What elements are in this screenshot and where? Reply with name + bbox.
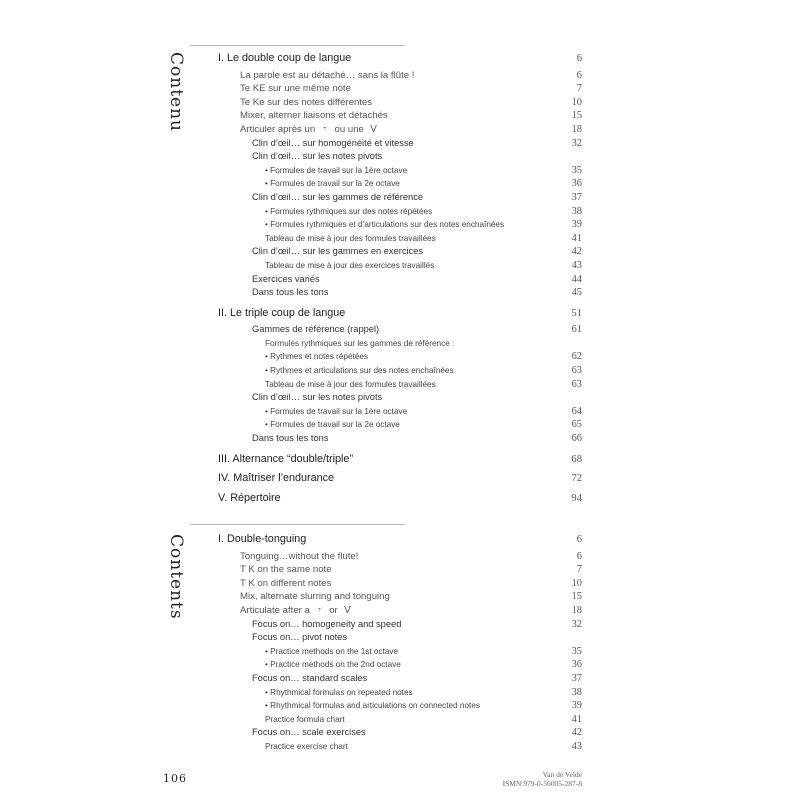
toc-entry-row [218,405,582,419]
toc-entry-row [218,218,582,232]
vertical-heading: Contents [166,534,186,620]
toc-page-number: 6 [576,550,582,562]
toc-entry-title: • Formules rythmiques sur des notes répétées [265,205,432,219]
toc-entry-row [218,350,582,364]
toc-entry-title: • Formules de travail sur la 2e octave [265,177,400,191]
toc-entry-row [218,631,582,645]
toc-entry-title: La parole est au détaché… sans la flûte ! [240,69,415,81]
toc-list [218,530,582,754]
toc-entry-title: I. Double-tonguing [218,533,307,545]
toc-entry-title [240,604,354,618]
toc-entry-title: II. Le triple coup de langue [218,306,346,319]
toc-page-number: 6 [576,534,582,545]
toc-entry-row [218,699,582,713]
toc-page-number: 6 [576,69,582,81]
toc-entry-row [218,418,582,432]
toc-entry-title: Dans tous les tons [252,433,329,444]
entry-text: or [326,604,341,616]
toc-page-number: 18 [571,123,582,135]
toc-entry-row [218,109,582,123]
toc-entry-title: Focus on… scale exercises [252,727,366,738]
toc-page-number: 15 [571,591,582,603]
entry-text: Articuler après un [240,123,318,135]
toc-page-number: 66 [571,433,582,445]
toc-entry-row [218,69,582,83]
toc-entry-title: Clin d’œil… sur les notes pivots [252,151,383,162]
toc-page-number: 41 [571,232,582,244]
toc-entry-title: Te KE sur une même note [240,83,351,95]
toc-entry-title: • Formules de travail sur la 2e octave [265,418,400,432]
toc-page-number: 35 [571,164,582,176]
toc-page-number: 7 [576,564,582,576]
toc-entry-title: Clin d’œil… sur les gammes de référence [252,191,424,202]
toc-page-number: 65 [571,419,582,431]
toc-entry-title: T K on different notes [240,577,332,589]
toc-entry-row [218,123,582,137]
toc-entry-row [218,259,582,273]
breath-mark-icon: V [370,123,377,135]
toc-page-number: 10 [571,96,582,108]
vertical-heading: Contenu [166,52,186,132]
toc-entry-title: • Practice methods on the 1st octave [265,645,398,659]
ismn-code: ISMN 979-0-56005-287-8 [502,779,582,788]
toc-page-number: 10 [571,577,582,589]
toc-entry-title: Gammes de référence (rappel) [252,324,380,335]
toc-entry-title: III. Alternance “double/triple” [218,452,354,465]
toc-page-number: 64 [571,405,582,417]
toc-entry-row [218,232,582,246]
toc-entry-row [218,686,582,700]
toc-entry-row [218,177,582,191]
publisher-name: Van de Velde [542,770,582,779]
entry-text: ou une [331,123,367,135]
toc-entry-row [218,82,582,96]
toc-entry-row [218,164,582,178]
toc-chapter-row [218,304,582,324]
toc-page-number: 44 [571,273,582,285]
toc-entry-row [218,432,582,446]
toc-page-number: 37 [571,191,582,203]
toc-entry-title: T K on the same note [240,564,332,576]
toc-entry-row [218,378,582,392]
section-label-contenu [163,52,185,172]
toc-page-number: 72 [571,473,582,485]
toc-entry-row [218,337,582,351]
toc-page-number: 61 [571,324,582,336]
toc-entry-row [218,323,582,337]
toc-entry-title: • Rhythmical formulas on repeated notes [265,686,413,700]
toc-page-number: 35 [571,645,582,657]
toc-entry-title: Exercices variés [252,273,320,284]
toc-entry-row [218,391,582,405]
toc-entry-title: Clin d’œil… sur les gammes en exercices [252,246,424,257]
toc-entry-row [218,150,582,164]
toc-page-number: 51 [571,307,582,319]
toc-entry-row [218,563,582,577]
toc-page-number: 42 [571,246,582,258]
toc-page-number: 43 [571,740,582,752]
toc-entry-title: Te Ke sur des notes différentes [240,96,373,108]
toc-entry-title: V. Répertoire [218,491,281,504]
toc-page-number: 45 [571,287,582,299]
toc-entry-title: • Practice methods on the 2nd octave [265,658,401,672]
toc-entry-row [218,740,582,754]
toc-entry-row [218,205,582,219]
toc-entry-title: Clin d’œil… sur homogénéité et vitesse [252,137,414,148]
toc-page-number: 37 [571,672,582,684]
toc-entry-title: • Formules rythmiques et d’articulations sur des notes enchaînées [265,218,504,232]
toc-entry-title: Focus on… pivot notes [252,632,348,643]
toc-entry-title: • Rythmes et articulations sur des notes enchaînées [265,364,454,378]
toc-entry-row [218,645,582,659]
rest-symbol-icon: 𝄾 [318,604,321,616]
toc-chapter-row [218,469,582,489]
toc-entry-row [218,96,582,110]
toc-page-number: 43 [571,259,582,271]
toc-entry-title: Mix, alternate slurring and tonguing [240,591,390,603]
toc-entry-title: Tableau de mise à jour des formules travaillées [265,379,436,389]
toc-page-number: 68 [571,453,582,465]
publisher-info [503,770,582,788]
toc-entry-row [218,672,582,686]
toc-entry-title: Focus on… standard scales [252,672,368,683]
toc-entry-row [218,726,582,740]
toc-entry-title: I. Le double coup de langue [218,52,352,64]
toc-entry-title: Dans tous les tons [252,287,329,298]
toc-entry-title: Focus on… homogeneity and speed [252,618,402,629]
toc-page-number: 38 [571,686,582,698]
toc-entry-title: Tableau de mise à jour des exercices travaillés [265,260,435,270]
toc-page-number: 63 [571,378,582,390]
toc-page-number: 39 [571,219,582,231]
toc-entry-title: Practice formula chart [265,714,345,724]
toc-entry-row [218,550,582,564]
toc-page-number: 36 [571,659,582,671]
toc-entry-row [218,245,582,259]
toc-entry-title: Mixer, alterner liaisons et détachés [240,110,388,122]
toc-page-number: 63 [571,365,582,377]
toc-entry-title [240,123,381,137]
toc-chapter-row [218,450,582,470]
toc-entry-title: Tableau de mise à jour des formules travaillées [265,233,436,243]
toc-page-number: 18 [571,604,582,616]
toc-entry-row [218,577,582,591]
toc-chapter-row [218,530,582,550]
toc-entry-title: Practice exercise chart [265,741,348,751]
toc-page-number: 32 [571,618,582,630]
divider-rule [190,45,405,46]
toc-page-number: 7 [576,83,582,95]
toc-page-number: 38 [571,205,582,217]
toc-page-number: 39 [571,700,582,712]
toc-entry-title: • Formules de travail sur la 1ère octave [265,405,407,419]
toc-entry-title: Clin d’œil… sur les notes pivots [252,392,383,403]
toc-page-number: 6 [576,53,582,64]
toc-page-number: 42 [571,727,582,739]
toc-page-number: 32 [571,137,582,149]
toc-entry-row [218,604,582,618]
toc-page-number: 15 [571,110,582,122]
toc-page-number: 36 [571,178,582,190]
rest-symbol-icon: 𝄾 [323,123,327,135]
toc-entry-title: Formules rythmiques sur les gammes de référence : [265,338,455,348]
section-label-contents [163,534,185,654]
divider-rule [190,524,405,525]
toc-entry-title: • Formules de travail sur la 1ère octave [265,164,407,178]
toc-entry-row [218,713,582,727]
toc-entry-row [218,618,582,632]
page-number: 106 [163,772,187,785]
toc-entry-row [218,590,582,604]
toc-entry-row [218,286,582,300]
toc-entry-title: Tonguing…without the flute! [240,550,359,562]
toc-page-number: 94 [571,492,582,504]
toc-list [218,49,582,508]
toc-page-number: 62 [571,351,582,363]
toc-entry-row [218,137,582,151]
toc-chapter-row [218,489,582,509]
toc-entry-title: • Rhythmical formulas and articulations on connected notes [265,699,480,713]
toc-entry-row [218,273,582,287]
toc-entry-title: IV. Maîtriser l’endurance [218,472,335,485]
toc-entry-row [218,364,582,378]
toc-entry-row [218,191,582,205]
toc-entry-row [218,658,582,672]
breath-mark-icon: V [344,604,351,616]
toc-chapter-row [218,49,582,69]
entry-text: Articulate after a [240,604,313,616]
toc-page-number: 41 [571,713,582,725]
toc-entry-title: • Rythmes et notes répétées [265,350,368,364]
